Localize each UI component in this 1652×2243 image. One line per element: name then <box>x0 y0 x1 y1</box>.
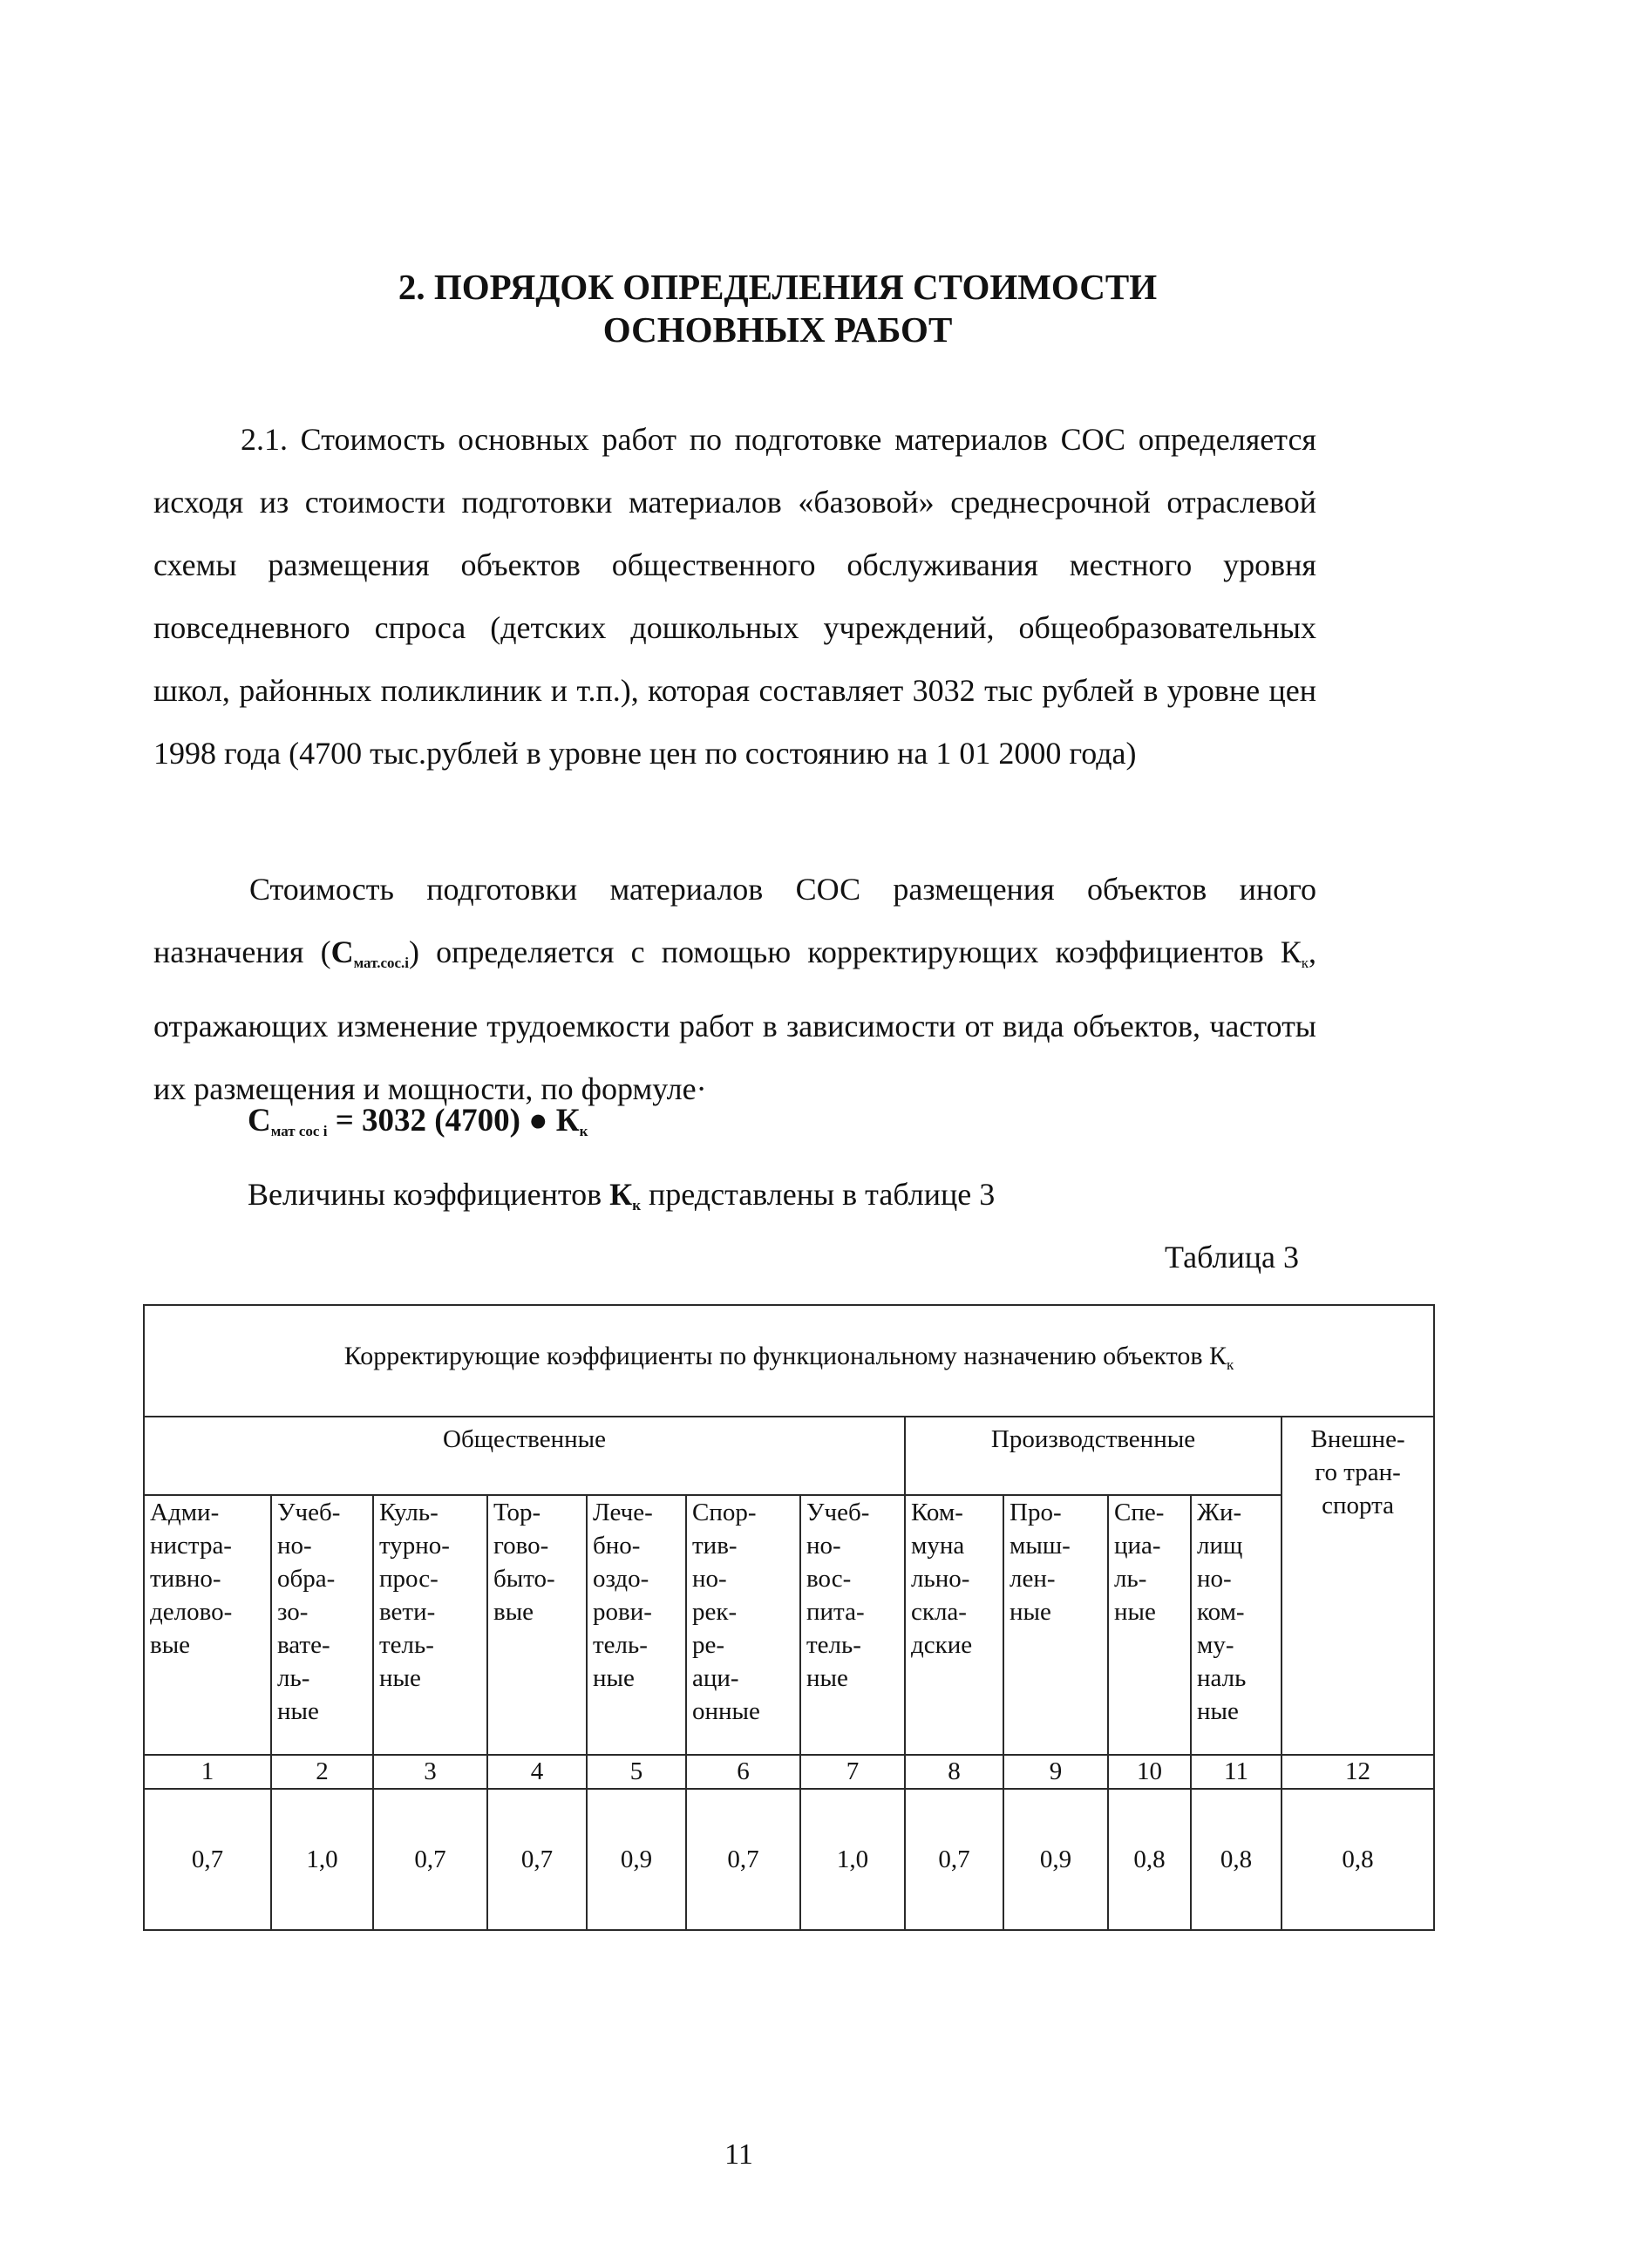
coefficients-table <box>143 1304 1435 1931</box>
section-heading-line-2: ОСНОВНЫХ РАБОТ <box>602 309 953 350</box>
paragraph-text: , отражающих изменение трудоемкости работ в зависимости от вида объектов, частоты их размещения и мощности, по формуле· <box>153 935 1316 1106</box>
table-title <box>144 1305 1434 1417</box>
k-symbol: К <box>609 1177 633 1212</box>
category-housing-communal: Жи- лищ но- ком- му- наль ные <box>1191 1495 1281 1755</box>
category-sports: Спор- тив- но- рек- ре- аци- онные <box>686 1495 800 1755</box>
category-municipal-storage: Ком- муна льно- скла- дские <box>905 1495 1003 1755</box>
table-number-row <box>144 1755 1434 1789</box>
coefficient-value: 0,7 <box>144 1789 271 1930</box>
note-text: представлены в таблице 3 <box>641 1177 996 1212</box>
column-number: 1 <box>144 1755 271 1789</box>
category-cultural: Куль- турно- прос- вети- тель- ные <box>373 1495 487 1755</box>
category-trade: Тор- гово- быто- вые <box>487 1495 587 1755</box>
category-administrative: Адми- нистра- тивно- делово- вые <box>144 1495 271 1755</box>
column-number: 2 <box>271 1755 373 1789</box>
cost-symbol: С <box>330 935 354 969</box>
table-group-row <box>144 1417 1434 1495</box>
coefficient-value: 0,8 <box>1191 1789 1281 1930</box>
column-number: 7 <box>800 1755 905 1789</box>
section-heading-line-1: 2. ПОРЯДОК ОПРЕДЕЛЕНИЯ СТОИМОСТИ <box>398 267 1158 307</box>
column-number: 8 <box>905 1755 1003 1789</box>
table-caption: Таблица 3 <box>1165 1240 1299 1274</box>
table-category-row <box>144 1495 1434 1755</box>
column-number: 5 <box>587 1755 686 1789</box>
coefficient-value: 0,7 <box>686 1789 800 1930</box>
group-external-transport: Внешне- го тран- спорта <box>1281 1417 1434 1755</box>
coefficients-table-wrapper <box>143 1304 1435 1931</box>
cost-symbol-subscript: мат.сос.i <box>353 955 410 971</box>
coefficient-value: 0,7 <box>905 1789 1003 1930</box>
formula-lhs-subscript: мат сос i <box>270 1123 328 1139</box>
column-number: 12 <box>1281 1755 1434 1789</box>
category-medical: Лече- бно- оздо- рови- тель- ные <box>587 1495 686 1755</box>
formula-rhs-subscript: к <box>579 1123 588 1139</box>
category-special: Спе- циа- ль- ные <box>1108 1495 1191 1755</box>
paragraph-2-1: 2.1. Стоимость основных работ по подготовке материалов СОС определяется исходя из стоимости подготовки материалов «базовой» среднесрочной отраслевой схемы размещения объектов общественного обслуживания местного уровня повседневного спроса (детских дошкольных учреждений, общеобразовательных школ, районных поликлиник и т.п.), которая составляет 3032 тыс рублей в уровне цен 1998 года (4700 тыс.рублей в уровне цен по состоянию на 1 01 2000 года) <box>153 422 1316 771</box>
note-text: Величины коэффициентов <box>248 1177 610 1212</box>
column-number: 3 <box>373 1755 487 1789</box>
page-number: 11 <box>724 2138 753 2171</box>
column-number: 4 <box>487 1755 587 1789</box>
category-educational: Учеб- но- обра- зо- вате- ль- ные <box>271 1495 373 1755</box>
column-number: 11 <box>1191 1755 1281 1789</box>
table-title-subscript: к <box>1227 1356 1234 1373</box>
column-number: 6 <box>686 1755 800 1789</box>
formula-lhs: С <box>248 1103 271 1138</box>
coefficient-value: 0,9 <box>587 1789 686 1930</box>
coefficient-value: 0,8 <box>1281 1789 1434 1930</box>
paragraph-cost-other-objects <box>153 858 1316 1120</box>
coefficient-value: 1,0 <box>271 1789 373 1930</box>
category-industrial: Про- мыш- лен- ные <box>1003 1495 1108 1755</box>
paragraph-text: ) определяется с помощью корректирующих коэффициентов К <box>409 935 1302 969</box>
coefficient-value: 0,7 <box>487 1789 587 1930</box>
formula-rhs: = 3032 (4700) ● К <box>327 1103 580 1138</box>
coefficients-note <box>248 1179 995 1213</box>
category-upbringing: Учеб- но- вос- пита- тель- ные <box>800 1495 905 1755</box>
paragraph-text: Стоимость подготовки материалов СОС размещения объектов иного назначения ( <box>153 872 1316 969</box>
table-value-row <box>144 1789 1434 1930</box>
k-symbol-subscript: к <box>632 1197 642 1213</box>
group-public: Общественные <box>144 1417 905 1495</box>
table-title-text: Корректирующие коэффициенты по функциональному назначению объектов К <box>343 1342 1227 1370</box>
k-subscript: к <box>1301 955 1309 971</box>
column-number: 9 <box>1003 1755 1108 1789</box>
column-number: 10 <box>1108 1755 1191 1789</box>
coefficient-value: 0,7 <box>373 1789 487 1930</box>
group-industrial: Производственные <box>905 1417 1281 1495</box>
coefficient-value: 0,8 <box>1108 1789 1191 1930</box>
cost-formula <box>248 1105 588 1138</box>
coefficient-value: 0,9 <box>1003 1789 1108 1930</box>
coefficient-value: 1,0 <box>800 1789 905 1930</box>
table-title-row <box>144 1305 1434 1417</box>
